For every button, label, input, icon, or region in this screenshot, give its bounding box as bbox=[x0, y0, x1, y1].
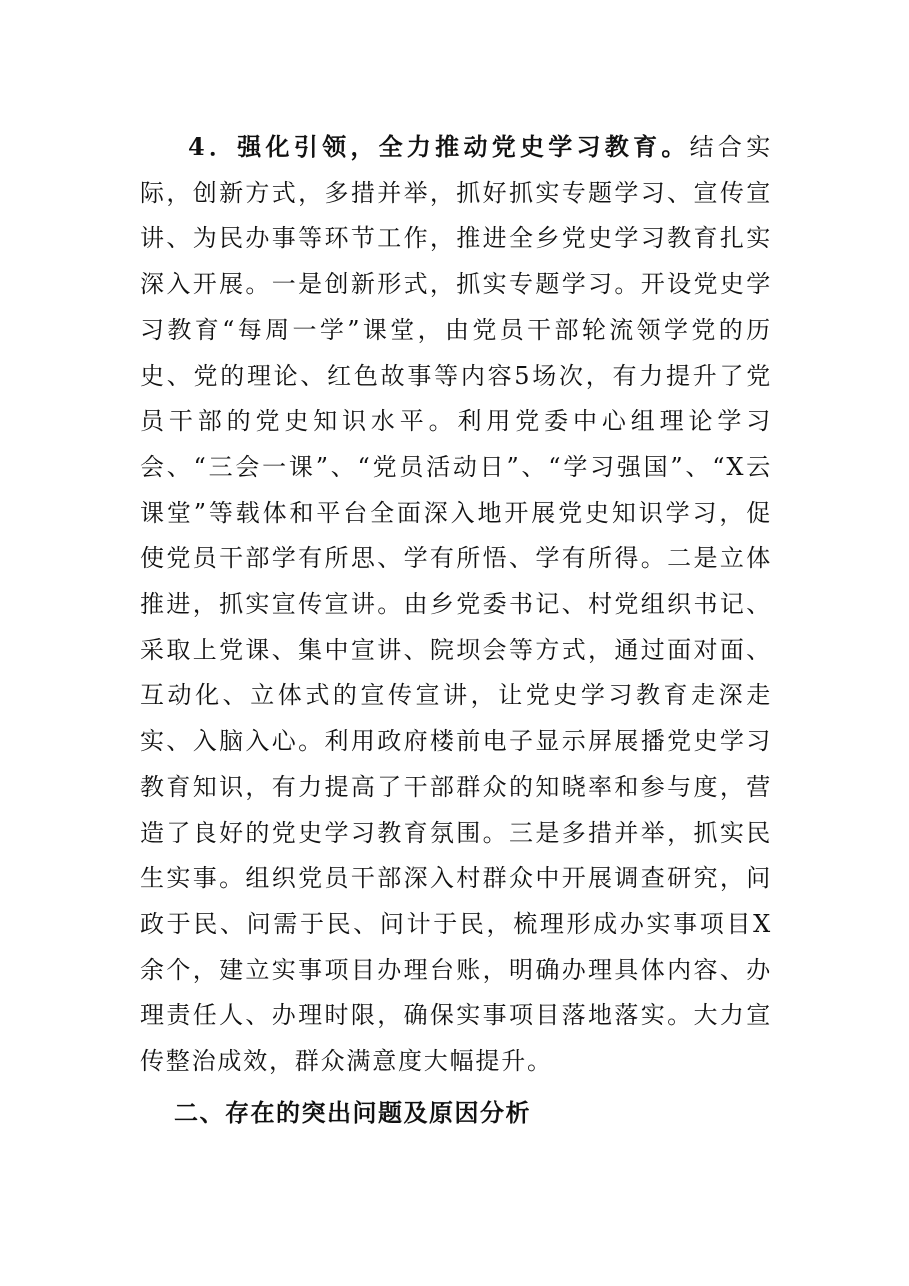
paragraph-body: 结合实际，创新方式，多措并举，抓好抓实专题学习、宣传宣讲、为民办事等环节工作，推进全乡党史学习教育扎实深入开展。一是创新形式，抓实专题学习。开设党史学习教育“每周一学”课堂，由党员干部轮流领学党的历史、党的理论、红色故事等内容5场次，有力提升了党员干部的党史知识水平。利用党委中心组理论学习会、“三会一课”、“党员活动日”、“学习强国”、“X云课堂”等载体和平台全面深入地开展党史知识学习，促使党员干部学有所思、学有所悟、学有所得。二是立体推进，抓实宣传宣讲。由乡党委书记、村党组织书记、采取上党课、集中宣讲、院坝会等方式，通过面对面、互动化、立体式的宣传宣讲，让党史学习教育走深走实、入脑入心。利用政府楼前电子显示屏展播党史学习教育知识，有力提高了干部群众的知晓率和参与度，营造了良好的党史学习教育氛围。三是多措并举，抓实民生实事。组织党员干部深入村群众中开展调查研究，问政于民、问需于民、问计于民，梳理形成办实事项目X余个，建立实事项目办理台账，明确办理具体内容、办理责任人、办理时限，确保实事项目落地落实。大力宣传整治成效，群众满意度大幅提升。 bbox=[140, 133, 772, 1076]
paragraph-lead: 4．强化引领，全力推动党史学习教育。 bbox=[188, 132, 690, 161]
body-paragraph bbox=[140, 124, 772, 1085]
section-heading: 二、存在的突出问题及原因分析 bbox=[174, 1099, 531, 1127]
